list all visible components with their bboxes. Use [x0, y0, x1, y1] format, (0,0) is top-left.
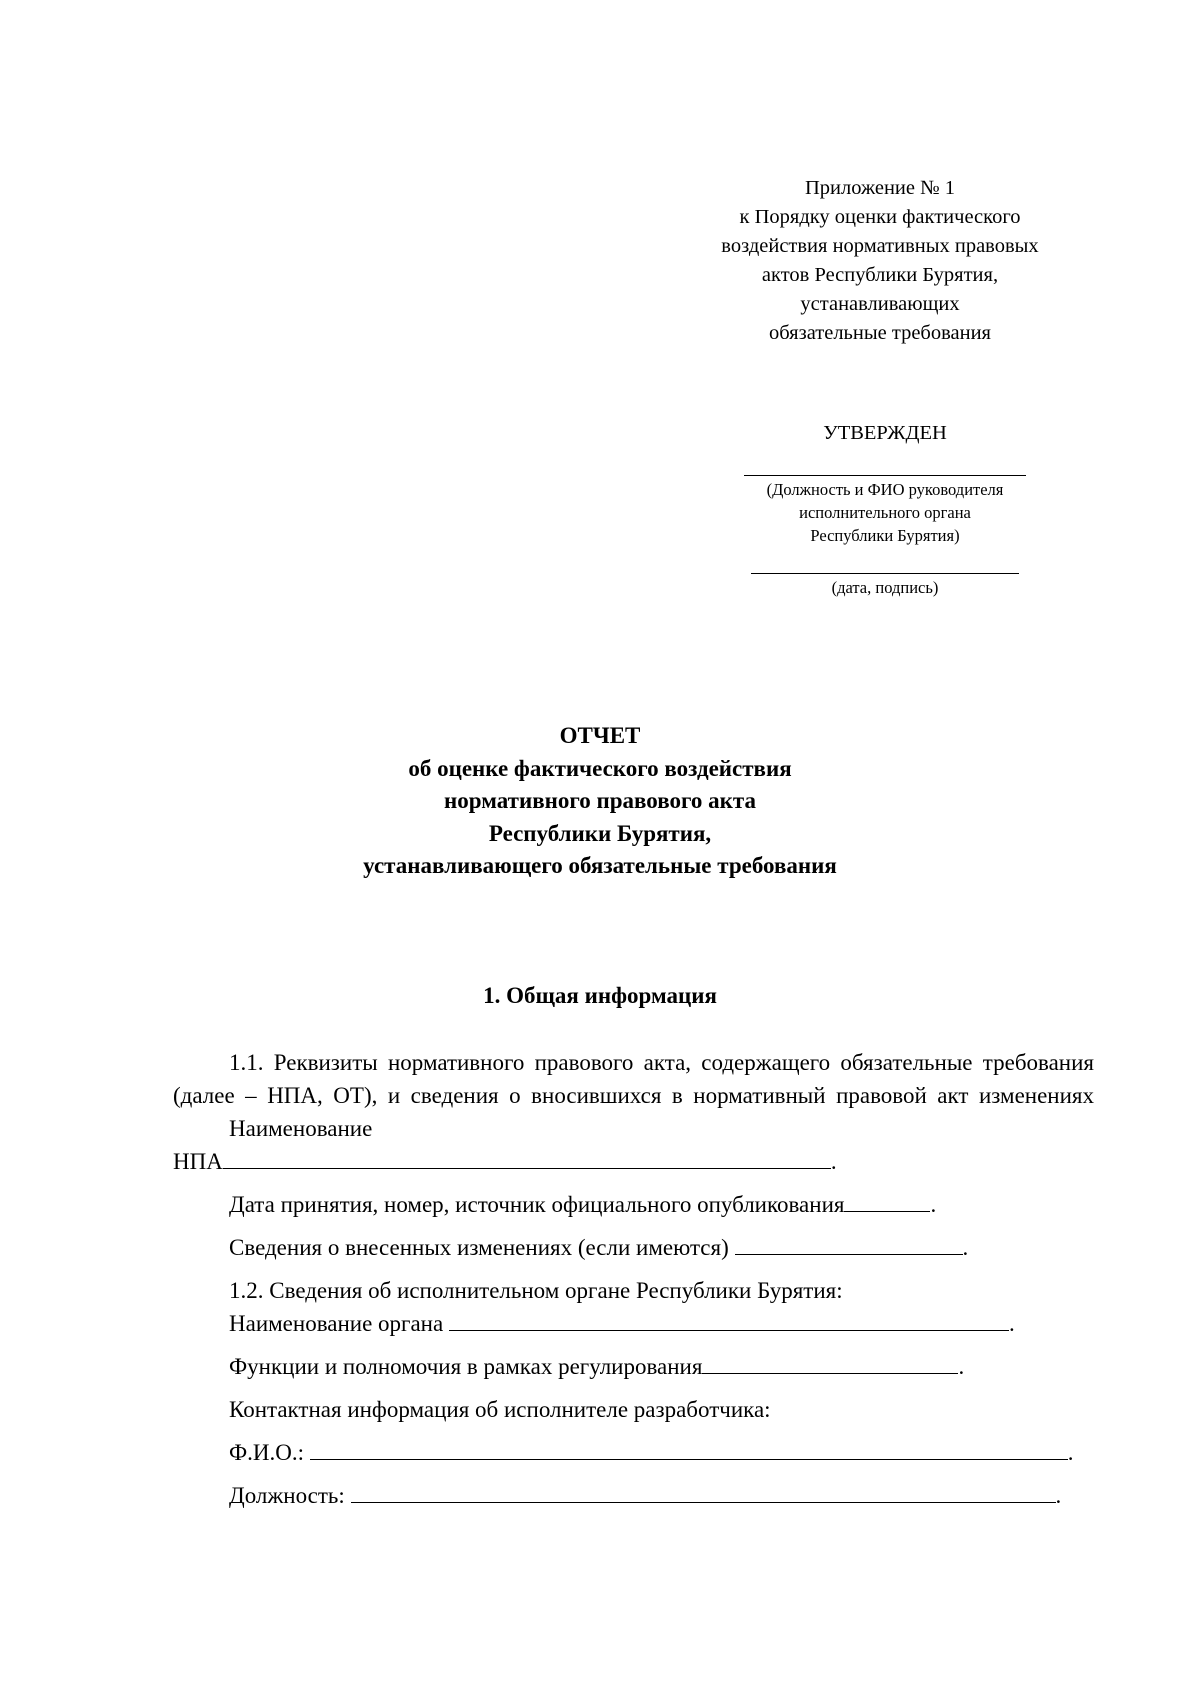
item-1-2-text: 1.2. Сведения об исполнительном органе Республики Бурятия:: [229, 1278, 843, 1303]
report-title: [150, 720, 1050, 883]
report-title-line: Республики Бурятия,: [488, 820, 712, 846]
adoption-row: [173, 1188, 1094, 1221]
fio-row: [173, 1436, 1094, 1469]
approval-caption-line: (Должность и ФИО руководителя: [766, 480, 1004, 499]
functions-row: [173, 1350, 1094, 1383]
section-content: [173, 1046, 1094, 1512]
appendix-line: Приложение № 1: [804, 177, 956, 199]
adoption-label: Дата принятия, номер, источник официального опубликования: [229, 1192, 845, 1217]
date-signature-line[interactable]: [751, 547, 1019, 574]
report-title-line: об оценке фактического воздействия: [408, 755, 792, 781]
approval-caption-line: Республики Бурятия): [810, 526, 960, 545]
fio-field[interactable]: [310, 1439, 1068, 1460]
period: .: [1008, 1311, 1015, 1336]
appendix-line: воздействия нормативных правовых: [721, 235, 1039, 257]
appendix-line: устанавливающих: [800, 293, 960, 315]
report-title-line: устанавливающего обязательные требования: [363, 853, 837, 878]
position-row: [173, 1479, 1094, 1512]
npa-name-field[interactable]: [223, 1148, 831, 1169]
npa-name-row: [173, 1145, 1094, 1178]
npa-label: НПА: [173, 1149, 223, 1174]
approval-block: [700, 419, 1070, 599]
body-name-field[interactable]: [449, 1310, 1009, 1331]
adoption-field[interactable]: [844, 1191, 930, 1212]
changes-label: Сведения о внесенных изменениях (если имеются): [229, 1235, 729, 1260]
appendix-block: [680, 174, 1080, 348]
contact-label: Контактная информация об исполнителе разработчика:: [229, 1397, 771, 1422]
item-1-1-text: 1.1. Реквизиты нормативного правового акта, содержащего обязательные требования (далее – НПА, ОТ), и сведения о вносившихся в нормативный правовой акт изменениях: [173, 1050, 1094, 1108]
period: .: [962, 1235, 969, 1260]
name-label: Наименование: [229, 1116, 373, 1141]
appendix-line: обязательные требования: [769, 322, 991, 344]
changes-row: [173, 1231, 1094, 1264]
period: .: [830, 1149, 837, 1174]
changes-field[interactable]: [735, 1234, 963, 1255]
appendix-line: к Порядку оценки фактического: [739, 206, 1021, 228]
fio-label: Ф.И.О.:: [229, 1440, 305, 1465]
position-signature-line[interactable]: [744, 447, 1026, 476]
position-label: Должность:: [229, 1483, 345, 1508]
functions-field[interactable]: [702, 1353, 958, 1374]
appendix-line: актов Республики Бурятия,: [761, 264, 999, 286]
functions-label: Функции и полномочия в рамках регулирования: [229, 1354, 703, 1379]
report-title-line: нормативного правового акта: [444, 788, 756, 813]
body-name-row: [173, 1307, 1094, 1340]
approval-caption: [700, 478, 1070, 547]
section-heading: 1. Общая информация: [483, 983, 717, 1008]
position-field[interactable]: [351, 1482, 1056, 1503]
period: .: [958, 1354, 965, 1379]
period: .: [1067, 1440, 1074, 1465]
approval-title: УТВЕРЖДЕН: [823, 422, 947, 444]
period: .: [1055, 1483, 1062, 1508]
date-signature-caption: (дата, подпись): [831, 578, 939, 597]
approval-caption-line: исполнительного органа: [799, 503, 971, 522]
body-name-label: Наименование органа: [229, 1311, 444, 1336]
period: .: [930, 1192, 937, 1217]
report-title-line: ОТЧЕТ: [559, 723, 641, 748]
